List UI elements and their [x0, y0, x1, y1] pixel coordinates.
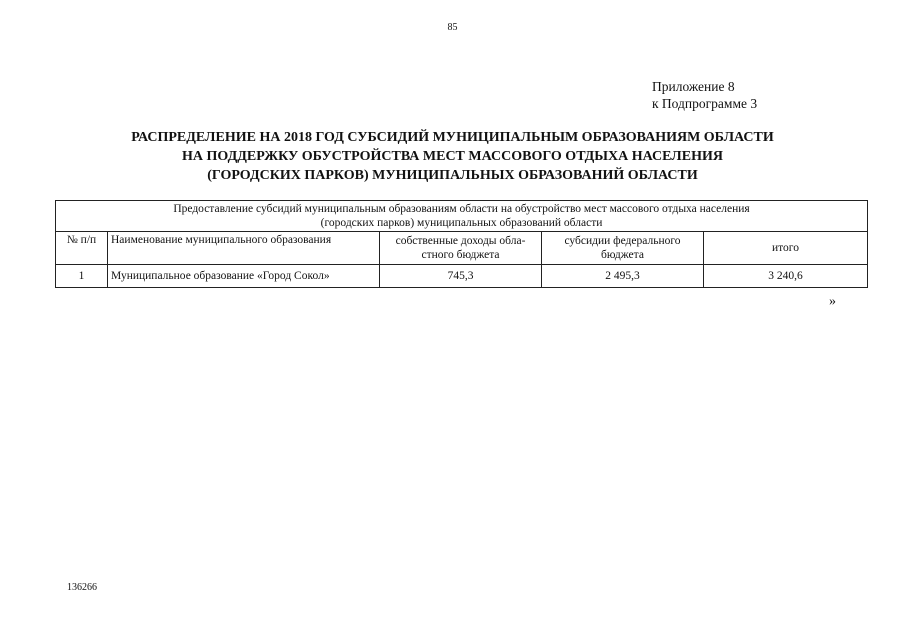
row-federal-subsidy: 2 495,3 [542, 265, 704, 288]
row-own-income: 745,3 [380, 265, 542, 288]
title-line-2: НА ПОДДЕРЖКУ ОБУСТРОЙСТВА МЕСТ МАССОВОГО ОТДЫХА НАСЕЛЕНИЯ [182, 149, 723, 164]
table-row [56, 265, 868, 288]
appendix-line-2: к Подпрограмме 3 [652, 96, 758, 111]
row-total: 3 240,6 [704, 265, 868, 288]
document-title [0, 128, 905, 185]
table-header-row [56, 232, 868, 265]
header-own-income-line-2: стного бюджета [421, 249, 500, 261]
header-federal-line-1: субсидии федерального [564, 235, 681, 247]
document-code: 136266 [67, 582, 97, 593]
page-number: 85 [447, 22, 458, 33]
appendix-reference [652, 78, 757, 112]
title-line-1: РАСПРЕДЕЛЕНИЕ НА 2018 ГОД СУБСИДИЙ МУНИЦИПАЛЬНЫМ ОБРАЗОВАНИЯМ ОБЛАСТИ [131, 130, 774, 145]
row-municipality-name: Муниципальное образование «Город Сокол» [108, 265, 380, 288]
table-caption [56, 201, 868, 232]
header-federal-subsidy [542, 232, 704, 265]
header-own-income-line-1: собственные доходы обла- [395, 235, 526, 247]
header-total: итого [704, 232, 868, 265]
header-number: № п/п [56, 232, 108, 265]
header-own-income [380, 232, 542, 265]
subsidy-table [55, 200, 868, 288]
appendix-line-1: Приложение 8 [652, 79, 735, 94]
table-caption-line-2: (городских парков) муниципальных образований области [320, 217, 603, 229]
header-municipality-name: Наименование муниципального образования [108, 232, 380, 265]
closing-quote: » [829, 294, 836, 309]
title-line-3: (ГОРОДСКИХ ПАРКОВ) МУНИЦИПАЛЬНЫХ ОБРАЗОВАНИЙ ОБЛАСТИ [207, 168, 698, 183]
header-federal-line-2: бюджета [601, 249, 644, 261]
row-number: 1 [56, 265, 108, 288]
table-caption-row [56, 201, 868, 232]
table-caption-line-1: Предоставление субсидий муниципальным образованиям области на обустройство мест массового отдыха населения [173, 203, 750, 215]
